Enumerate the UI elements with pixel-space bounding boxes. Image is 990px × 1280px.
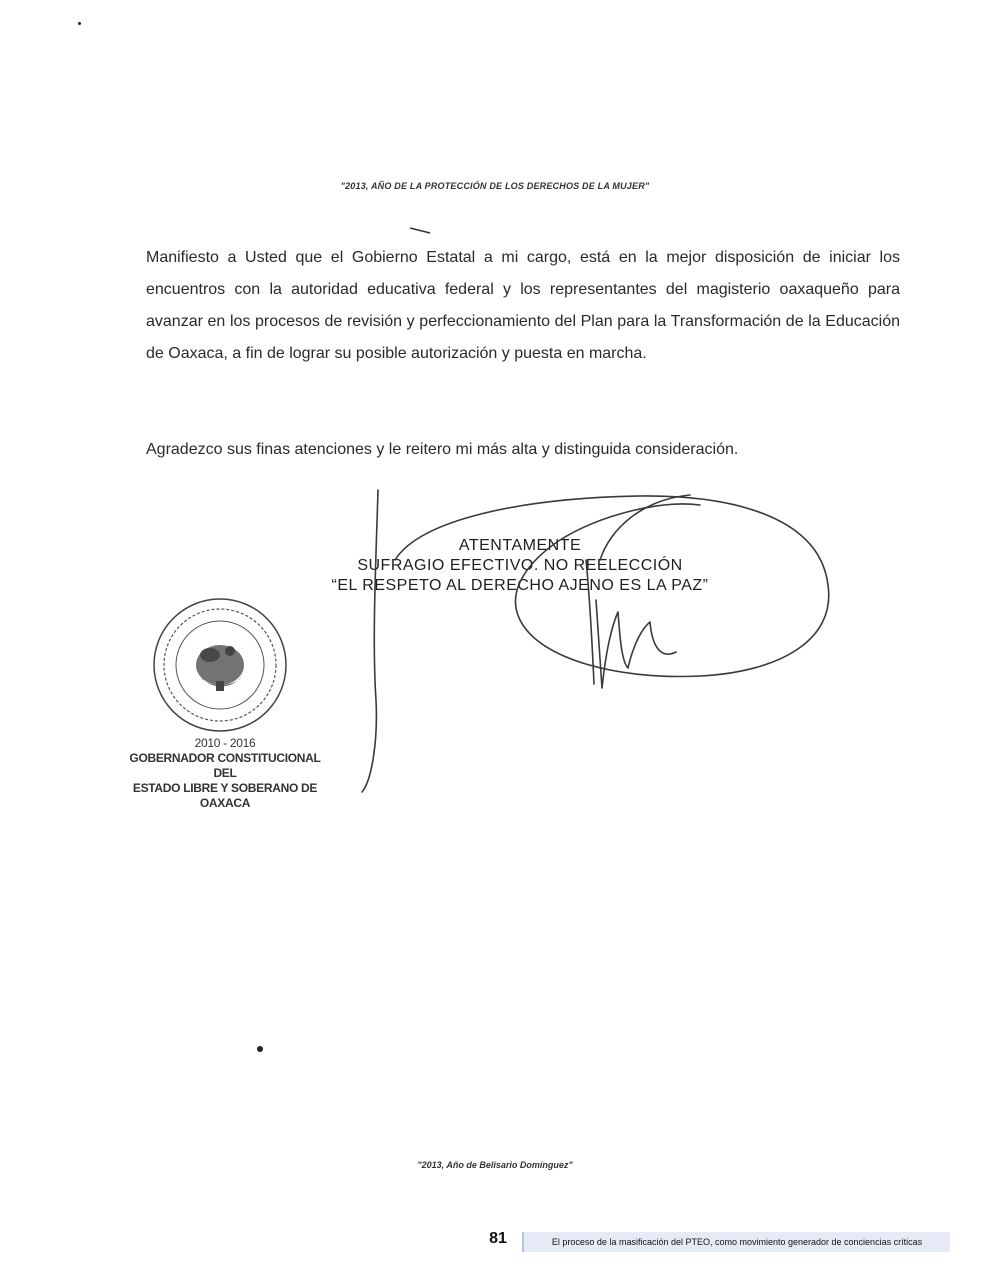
official-seal-icon [150, 595, 290, 735]
closing-atentamente: ATENTAMENTE [458, 537, 582, 554]
closing-motto: “EL RESPETO AL DERECHO AJENO ES LA PAZ” [331, 577, 709, 594]
seal-title-line-2: ESTADO LIBRE Y SOBERANO DE OAXACA [132, 781, 318, 810]
closing-sufragio: SUFRAGIO EFECTIVO. NO REELECCIÓN [357, 557, 683, 574]
seal-title-line-1: GOBERNADOR CONSTITUCIONAL DEL [129, 751, 321, 780]
footer-motto: "2013, Año de Belisario Domínguez" [417, 1160, 573, 1170]
header-motto: "2013, AÑO DE LA PROTECCIÓN DE LOS DERECHOS DE LA MUJER" [340, 181, 650, 191]
page-number: 81 [489, 1230, 507, 1247]
scan-speck [78, 22, 81, 25]
letter-paragraph-1: Manifiesto a Usted que el Gobierno Estatal a mi cargo, está en la mejor disposición de iniciar los encuentros con la autoridad educativa federal y los representantes del magisterio oaxaqueño para avanzar en los procesos de revisión y perfeccionamiento del Plan para la Transformación de la Educación de Oaxaca, a fin de lograr su posible autorización y puesta en marcha. [146, 249, 900, 362]
running-title: El proceso de la masificación del PTEO, como movimiento generador de conciencias críticas [522, 1232, 950, 1252]
scan-speck [257, 1046, 263, 1052]
letter-paragraph-2: Agradezco sus finas atenciones y le reitero mi más alta y distinguida consideración. [146, 441, 739, 458]
seal-caption [120, 736, 330, 811]
seal-years: 2010 - 2016 [194, 736, 256, 750]
